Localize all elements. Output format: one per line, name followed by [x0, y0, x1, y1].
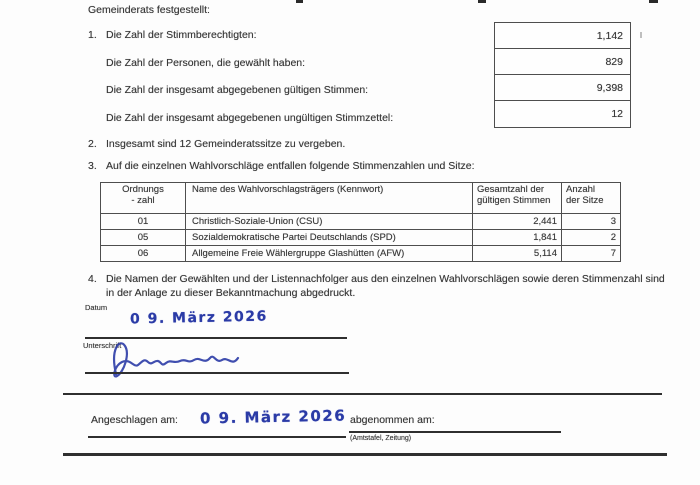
datum-label: Datum — [85, 303, 108, 312]
cell-ordnungszahl: 06 — [101, 246, 186, 262]
cell-stimmen: 5,114 — [473, 246, 562, 262]
unterschrift-line — [85, 372, 349, 374]
vote-count-boxes — [494, 22, 631, 128]
table-row — [101, 214, 621, 230]
item1-row-label: Die Zahl der insgesamt abgegebenen ungültigen Stimmzettel: — [106, 112, 394, 124]
scan-artifact — [478, 0, 486, 3]
header-line: Ordnungs — [122, 184, 164, 195]
cell-stimmen: 2,441 — [473, 214, 562, 230]
count-gueltige-stimmen: 9,398 — [494, 74, 631, 102]
abgenommen-note: (Amtstafel, Zeitung) — [350, 435, 412, 442]
table-row — [101, 246, 621, 262]
datum-stamp: 0 9. März 2026 — [129, 308, 268, 328]
item4-text: Die Namen der Gewählten und der Listennachfolger aus den einzelnen Wahlvorschlägen sowie deren Stimmenzahl sind in der Anlage zu dieser Bekanntmachung abgedruckt. — [106, 273, 665, 299]
header-gesamtzahl — [473, 183, 562, 214]
unterschrift-label: Unterschrift — [83, 341, 122, 350]
item1-number: 1. — [88, 29, 97, 41]
signature — [104, 334, 249, 382]
scan-artifact — [296, 0, 303, 3]
cell-name: Christlich-Soziale-Union (CSU) — [186, 214, 473, 230]
item1-row-label: Die Zahl der insgesamt abgegebenen gültigen Stimmen: — [106, 84, 369, 96]
table-row — [101, 230, 621, 246]
footer-box-bottom-border — [63, 453, 667, 456]
item4-number: 4. — [88, 273, 97, 285]
cell-sitze: 2 — [562, 230, 621, 246]
abgenommen-line — [349, 431, 561, 433]
item1-row-label: Die Zahl der Stimmberechtigten: — [106, 29, 257, 41]
header-anzahl-sitze — [562, 183, 621, 214]
footer-box-top-border — [63, 393, 662, 395]
cell-name: Allgemeine Freie Wählergruppe Glashütten (AFW) — [186, 246, 473, 262]
cell-sitze: 7 — [562, 246, 621, 262]
abgenommen-label: abgenommen am: — [350, 414, 435, 426]
header-line: Name des Wahlvorschlagsträgers (Kennwort) — [192, 184, 384, 195]
header-name — [186, 183, 473, 214]
scan-speck — [640, 32, 642, 38]
header-line: gültigen Stimmen — [477, 195, 551, 206]
header-ordnungszahl — [101, 183, 186, 214]
cell-ordnungszahl: 05 — [101, 230, 186, 246]
results-table-header — [101, 183, 621, 214]
count-waehler: 829 — [494, 48, 631, 76]
item2-text: Insgesamt sind 12 Gemeinderatssitze zu vergeben. — [106, 138, 346, 150]
angeschlagen-stamp: 0 9. März 2026 — [199, 406, 347, 428]
cell-sitze: 3 — [562, 214, 621, 230]
scan-artifact — [649, 0, 658, 3]
angeschlagen-line — [88, 436, 346, 438]
item3-number: 3. — [88, 160, 97, 172]
header-line: der Sitze — [566, 195, 604, 206]
header-line: Anzahl — [566, 184, 596, 195]
item1-row-label: Die Zahl der Personen, die gewählt haben: — [106, 57, 306, 69]
results-table — [100, 182, 621, 262]
angeschlagen-label: Angeschlagen am: — [91, 414, 178, 426]
header-line: - zahl — [131, 195, 155, 206]
cell-stimmen: 1,841 — [473, 230, 562, 246]
cell-name: Sozialdemokratische Partei Deutschlands (SPD) — [186, 230, 473, 246]
header-line: Gesamtzahl der — [477, 184, 545, 195]
count-ungueltige-stimmzettel: 12 — [494, 100, 631, 128]
item2-number: 2. — [88, 138, 97, 150]
cell-ordnungszahl: 01 — [101, 214, 186, 230]
intro-line: Gemeinderats festgestellt: — [88, 4, 210, 16]
item3-text: Auf die einzelnen Wahlvorschläge entfallen folgende Stimmenzahlen und Sitze: — [106, 160, 475, 172]
count-stimmberechtigte: 1,142 — [494, 22, 631, 50]
